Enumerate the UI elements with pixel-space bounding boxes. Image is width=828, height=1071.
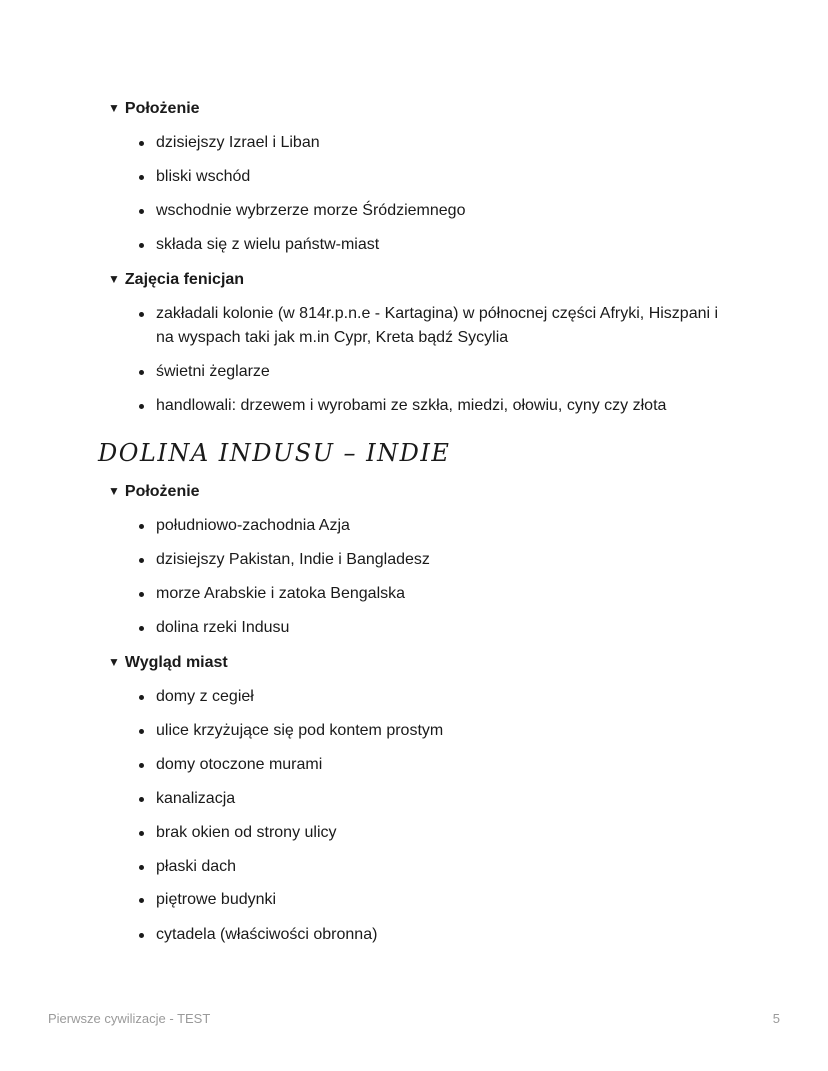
page-number: 5: [772, 1011, 780, 1026]
list-item: południowo-zachodnia Azja: [156, 514, 350, 538]
list-item: morze Arabskie i zatoka Bengalska: [156, 582, 405, 606]
list-item: kanalizacja: [156, 787, 235, 811]
footer-title: Pierwsze cywilizacje - TEST: [48, 1011, 211, 1026]
toggle-wyglad-miast[interactable]: [108, 652, 228, 673]
toggle-arrow-icon: ▼: [108, 484, 120, 498]
list-item: składa się z wielu państw-miast: [156, 233, 379, 257]
list-item: brak okien od strony ulicy: [156, 821, 337, 845]
toggle-label: Wygląd miast: [124, 654, 228, 671]
list-item: dzisiejszy Izrael i Liban: [156, 131, 320, 155]
list-item: zakładali kolonie (w 814r.p.n.e - Kartagina) w północnej części Afryki, Hiszpani i: [156, 302, 718, 326]
list-item-continuation: na wyspach taki jak m.in Cypr, Kreta bądź Sycylia: [156, 329, 509, 346]
toggle-arrow-icon: ▼: [108, 655, 120, 669]
toggle-polozenie-1[interactable]: [108, 98, 200, 119]
list-item: wschodnie wybrzerze morze Śródziemnego: [156, 199, 465, 223]
list-item: dolina rzeki Indusu: [156, 616, 289, 640]
section-heading: DOLINA INDUSU – INDIE: [98, 439, 451, 467]
list-item: świetni żeglarze: [156, 360, 270, 384]
list-item: płaski dach: [156, 855, 236, 879]
list-item: handlowali: drzewem i wyrobami ze szkła, miedzi, ołowiu, cyny czy złota: [156, 394, 666, 418]
list-item: domy otoczone murami: [156, 753, 322, 777]
toggle-polozenie-2[interactable]: [108, 481, 200, 502]
list-item: ulice krzyżujące się pod kontem prostym: [156, 719, 443, 743]
list-item: bliski wschód: [156, 165, 250, 189]
list-item: cytadela (właściwości obronna): [156, 923, 377, 947]
list-item: dzisiejszy Pakistan, Indie i Bangladesz: [156, 548, 430, 572]
list-item: piętrowe budynki: [156, 888, 276, 912]
toggle-label: Położenie: [124, 100, 200, 117]
toggle-arrow-icon: ▼: [108, 272, 120, 286]
toggle-label: Zajęcia fenicjan: [124, 271, 245, 288]
toggle-zajecia-fenicjan[interactable]: [108, 269, 244, 290]
list-item: domy z cegieł: [156, 685, 254, 709]
toggle-label: Położenie: [124, 483, 200, 500]
toggle-arrow-icon: ▼: [108, 101, 120, 115]
